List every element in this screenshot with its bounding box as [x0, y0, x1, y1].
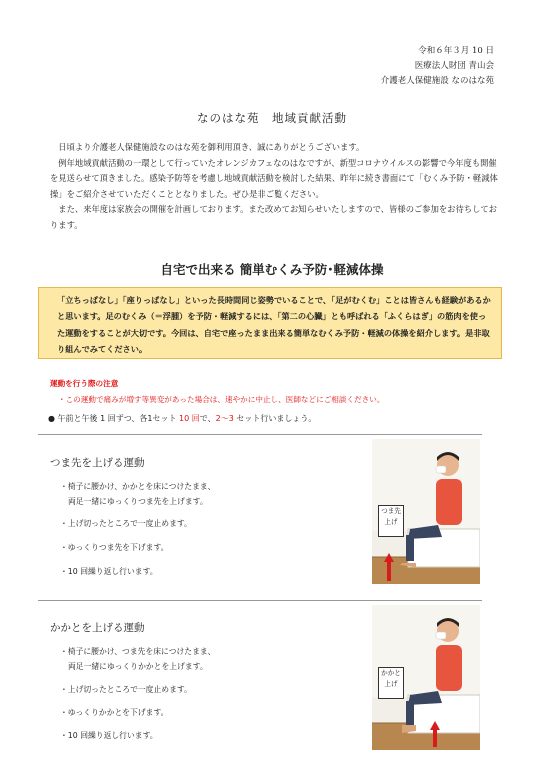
- schedule-line: [48, 413, 316, 424]
- arrow-up-icon: [384, 553, 394, 581]
- intro-paragraph-3: また、来年度は家族会の開催を計画しております。また改めてお知らせいたしますので、皆様のご参加をお待ちしております。: [50, 204, 497, 230]
- divider: [38, 434, 482, 435]
- exercise-1-label-line-2: 上げ: [384, 518, 398, 526]
- caution-title: 運動を行う際の注意: [50, 379, 119, 388]
- intro-text: [50, 140, 498, 234]
- exercise-1-step-4: ・10 回繰り返し行います。: [60, 567, 158, 576]
- exercise-1-step-1b: 両足一緒にゆっくりつま先を上げます。: [68, 497, 208, 506]
- exercise-2-step-3: ・ゆっくりかかとを下げます。: [60, 708, 169, 717]
- exercise-1-photo: [372, 439, 480, 584]
- exercise-1-step-3: ・ゆっくりつま先を下げます。: [60, 543, 169, 552]
- exercise-2-step-1a: ・椅子に腰かけ、つま先を床につけたまま、: [60, 647, 216, 656]
- exercise-1-title: つま先を上げる運動: [50, 457, 145, 469]
- exercise-2-label-line-2: 上げ: [384, 680, 398, 688]
- schedule-part-1: 午前と午後 1 回ずつ、各1セット: [57, 414, 180, 423]
- schedule-part-2: で、: [199, 414, 216, 423]
- divider: [38, 600, 482, 601]
- highlight-box: [38, 287, 502, 359]
- bullet-icon: ●: [48, 414, 55, 423]
- intro-paragraph-1: 日頃より介護老人保健施設なのはな苑を御利用頂き、誠にありがとうございます。: [58, 142, 365, 152]
- highlight-text: 「立ちっぱなし」「座りっぱなし」といった長時間同じ姿勢でいることで、「足がむくむ」ことは皆さんも経験があるかと思います。足のむくみ（＝浮腫）を予防・軽減するには、「第二の心臓」とも呼ばれる「ふくらはぎ」の筋肉を使った運動をすることが大切です。今回は、自宅で座ったまま出来る簡単なむくみ予防・軽減の体操を紹介します。是非取り組んでみてください。: [57, 295, 491, 355]
- exercise-2-photo: [372, 605, 480, 750]
- organization-name: 医療法人財団 青山会: [414, 61, 494, 71]
- exercise-2-step-1b: 両足一緒にゆっくりかかとを上げます。: [68, 662, 208, 671]
- schedule-sets: 2～3: [215, 414, 234, 423]
- arrow-up-icon: [430, 721, 440, 747]
- intro-paragraph-2: 例年地域貢献活動の一環として行っていたオレンジカフェなのはなですが、新型コロナウイルスの影響で今年度も開催を見送らせて頂きました。感染予防等を考慮し地域貢献活動を検討した結果、昨年に続き書面にて「むくみ予防・軽減体操」をご紹介させていただくこととなりました。ぜひ是非ご覧ください。: [50, 157, 498, 199]
- schedule-part-3: セット行いましょう。: [233, 414, 317, 423]
- document-date: 令和６年３月 10 日: [418, 46, 494, 56]
- exercise-2-step-2: ・上げ切ったところで一度止めます。: [60, 685, 192, 694]
- facility-name: 介護老人保健施設 なのはな苑: [380, 76, 494, 86]
- section-title: 自宅で出来る 簡単むくみ予防･軽減体操: [160, 262, 384, 277]
- caution-text: ・この運動で痛みが増す等異変があった場合は、速やかに中止し、医師などにご相談ください。: [58, 395, 385, 404]
- exercise-2-title: かかとを上げる運動: [50, 622, 145, 634]
- exercise-2-step-4: ・10 回繰り返し行います。: [60, 731, 158, 740]
- exercise-2-label-line-1: かかと: [381, 669, 401, 677]
- exercise-1-photo-label: [378, 505, 404, 537]
- schedule-reps: 10 回: [179, 414, 200, 423]
- page-title: なのはな苑 地域貢献活動: [197, 111, 347, 125]
- exercise-1-step-1a: ・椅子に腰かけ、かかとを床につけたまま、: [60, 482, 216, 491]
- exercise-2-photo-label: [378, 667, 404, 699]
- exercise-1-step-2: ・上げ切ったところで一度止めます。: [60, 519, 192, 528]
- exercise-1-label-line-1: つま先: [381, 507, 401, 515]
